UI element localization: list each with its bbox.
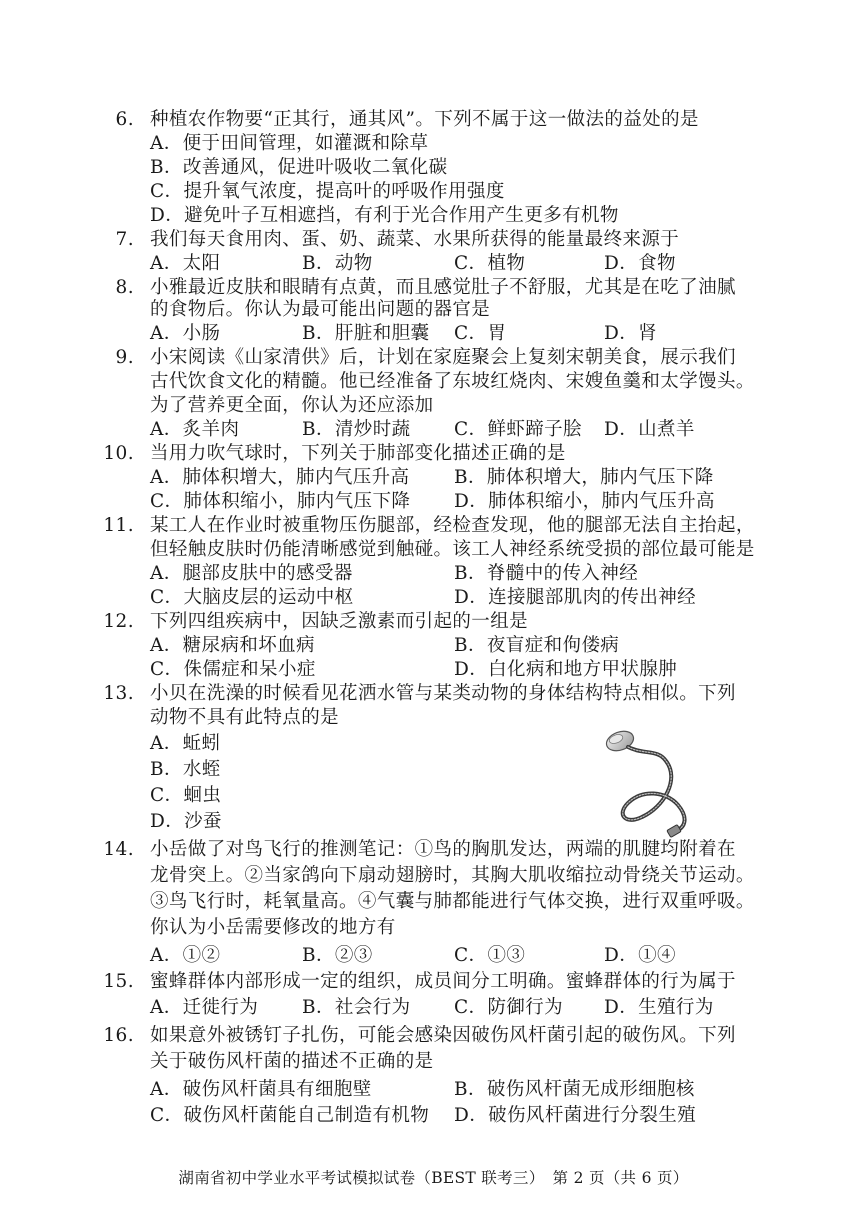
option-c: C．大脑皮层的运动中枢 (150, 587, 354, 608)
option-d: D．生殖行为 (604, 997, 714, 1018)
option-a: A．炙羊肉 (150, 419, 240, 440)
question-text: 当用力吹气球时，下列关于肺部变化描述正确的是 (150, 443, 566, 464)
option-d: D．肺体积缩小，肺内气压升高 (454, 491, 715, 512)
option-b: B．肝脏和胆囊 (302, 323, 430, 344)
option-b: B．水蛭 (150, 759, 221, 780)
option-a: A．蚯蚓 (150, 733, 221, 754)
question-number: 16. (103, 1025, 134, 1046)
question-text: 小雅最近皮肤和眼睛有点黄，而且感觉肚子不舒服，尤其是在吃了油腻 (150, 277, 736, 298)
option-a: A．腿部皮肤中的感受器 (150, 563, 353, 584)
question-text-cont: 为了营养更全面，你认为还应添加 (150, 395, 434, 416)
option-a: A．迁徙行为 (150, 997, 259, 1018)
option-a: A．破伤风杆菌具有细胞壁 (150, 1079, 372, 1100)
question-text-cont: 古代饮食文化的精髓。他已经准备了东坡红烧肉、宋嫂鱼羹和太学馒头。 (150, 371, 755, 392)
option-d: D．避免叶子互相遮挡，有利于光合作用产生更多有机物 (150, 205, 619, 226)
option-d: D．连接腿部肌肉的传出神经 (454, 587, 697, 608)
question-text: 某工人在作业时被重物压伤腿部，经检查发现，他的腿部无法自主抬起， (150, 515, 755, 536)
option-b: B．动物 (302, 253, 373, 274)
question-text-cont: 动物不具有此特点的是 (150, 707, 340, 728)
question-text: 如果意外被锈钉子扎伤，可能会感染因破伤风杆菌引起的破伤风。下列 (150, 1025, 736, 1046)
question-number: 11. (103, 515, 134, 536)
option-c: C．侏儒症和呆小症 (150, 659, 316, 680)
question-number: 12. (103, 611, 134, 632)
option-c: C．防御行为 (454, 997, 564, 1018)
question-text: 小宋阅读《山家清供》后，计划在家庭聚会上复刻宋朝美食，展示我们 (150, 347, 736, 368)
option-d: D．①④ (604, 945, 676, 966)
question-text: 小岳做了对鸟飞行的推测笔记：①鸟的胸肌发达，两端的肌腱均附着在 (150, 839, 736, 860)
question-number: 10. (103, 443, 134, 464)
question-number: 9. (115, 347, 134, 368)
option-b: B．夜盲症和佝偻病 (454, 635, 620, 656)
option-c: C．肺体积缩小，肺内气压下降 (150, 491, 411, 512)
option-a: A．肺体积增大，肺内气压升高 (150, 467, 410, 488)
question-number: 8. (115, 277, 134, 298)
option-b: B．肺体积增大，肺内气压下降 (454, 467, 714, 488)
option-b: B．破伤风杆菌无成形细胞核 (454, 1079, 695, 1100)
question-text: 小贝在洗澡的时候看见花洒水管与某类动物的身体结构特点相似。下列 (150, 683, 736, 704)
option-c: C．植物 (454, 253, 526, 274)
option-c: C．提升氧气浓度，提高叶的呼吸作用强度 (150, 181, 505, 202)
option-b: B．社会行为 (302, 997, 411, 1018)
option-a: A．便于田间管理，如灌溉和除草 (150, 133, 429, 154)
option-c: C．①③ (454, 945, 526, 966)
question-text-cont: 你认为小岳需要修改的地方有 (150, 917, 396, 938)
option-b: B．改善通风，促进叶吸收二氧化碳 (150, 157, 448, 178)
question-text-cont: 关于破伤风杆菌的描述不正确的是 (150, 1051, 434, 1072)
question-number: 7. (115, 229, 134, 250)
question-number: 14. (103, 839, 134, 860)
question-text-cont: 的食物后。你认为最可能出问题的器官是 (150, 299, 491, 320)
page-footer: 湖南省初中学业水平考试模拟试卷（BEST 联考三） 第 2 页（共 6 页） (178, 1169, 689, 1187)
option-c: C．破伤风杆菌能自己制造有机物 (150, 1105, 430, 1126)
question-text: 种植农作物要“正其行，通其风”。下列不属于这一做法的益处的是 (150, 109, 699, 130)
option-c: C．胃 (454, 323, 507, 344)
question-text-cont: ③鸟飞行时，耗氧量高。④气囊与肺都能进行气体交换，进行双重呼吸。 (150, 891, 755, 912)
question-text: 我们每天食用肉、蛋、奶、蔬菜、水果所获得的能量最终来源于 (150, 229, 680, 250)
question-text: 蜜蜂群体内部形成一定的组织，成员间分工明确。蜜蜂群体的行为属于 (150, 971, 736, 992)
shower-hose-icon (594, 727, 706, 839)
question-number: 15. (103, 971, 134, 992)
question-number: 13. (103, 683, 134, 704)
option-b: B．脊髓中的传入神经 (454, 563, 639, 584)
option-c: C．蛔虫 (150, 785, 222, 806)
option-a: A．①② (150, 945, 221, 966)
question-text: 下列四组疾病中，因缺乏激素而引起的一组是 (150, 611, 529, 632)
option-d: D．白化病和地方甲状腺肿 (454, 659, 678, 680)
option-d: D．沙蚕 (150, 811, 222, 832)
question-number: 6. (115, 109, 134, 130)
option-a: A．小肠 (150, 323, 221, 344)
option-a: A．糖尿病和坏血病 (150, 635, 315, 656)
option-b: B．②③ (302, 945, 373, 966)
question-text-cont: 龙骨突上。②当家鸽向下扇动翅膀时，其胸大肌收缩拉动骨绕关节运动。 (150, 865, 755, 886)
option-d: D．山煮羊 (604, 419, 695, 440)
option-d: D．肾 (604, 323, 658, 344)
option-d: D．破伤风杆菌进行分裂生殖 (454, 1105, 697, 1126)
option-c: C．鲜虾蹄子脍 (454, 419, 582, 440)
option-a: A．太阳 (150, 253, 221, 274)
option-b: B．清炒时蔬 (302, 419, 411, 440)
option-d: D．食物 (604, 253, 676, 274)
question-text-cont: 但轻触皮肤时仍能清晰感觉到触碰。该工人神经系统受损的部位最可能是 (150, 539, 755, 560)
